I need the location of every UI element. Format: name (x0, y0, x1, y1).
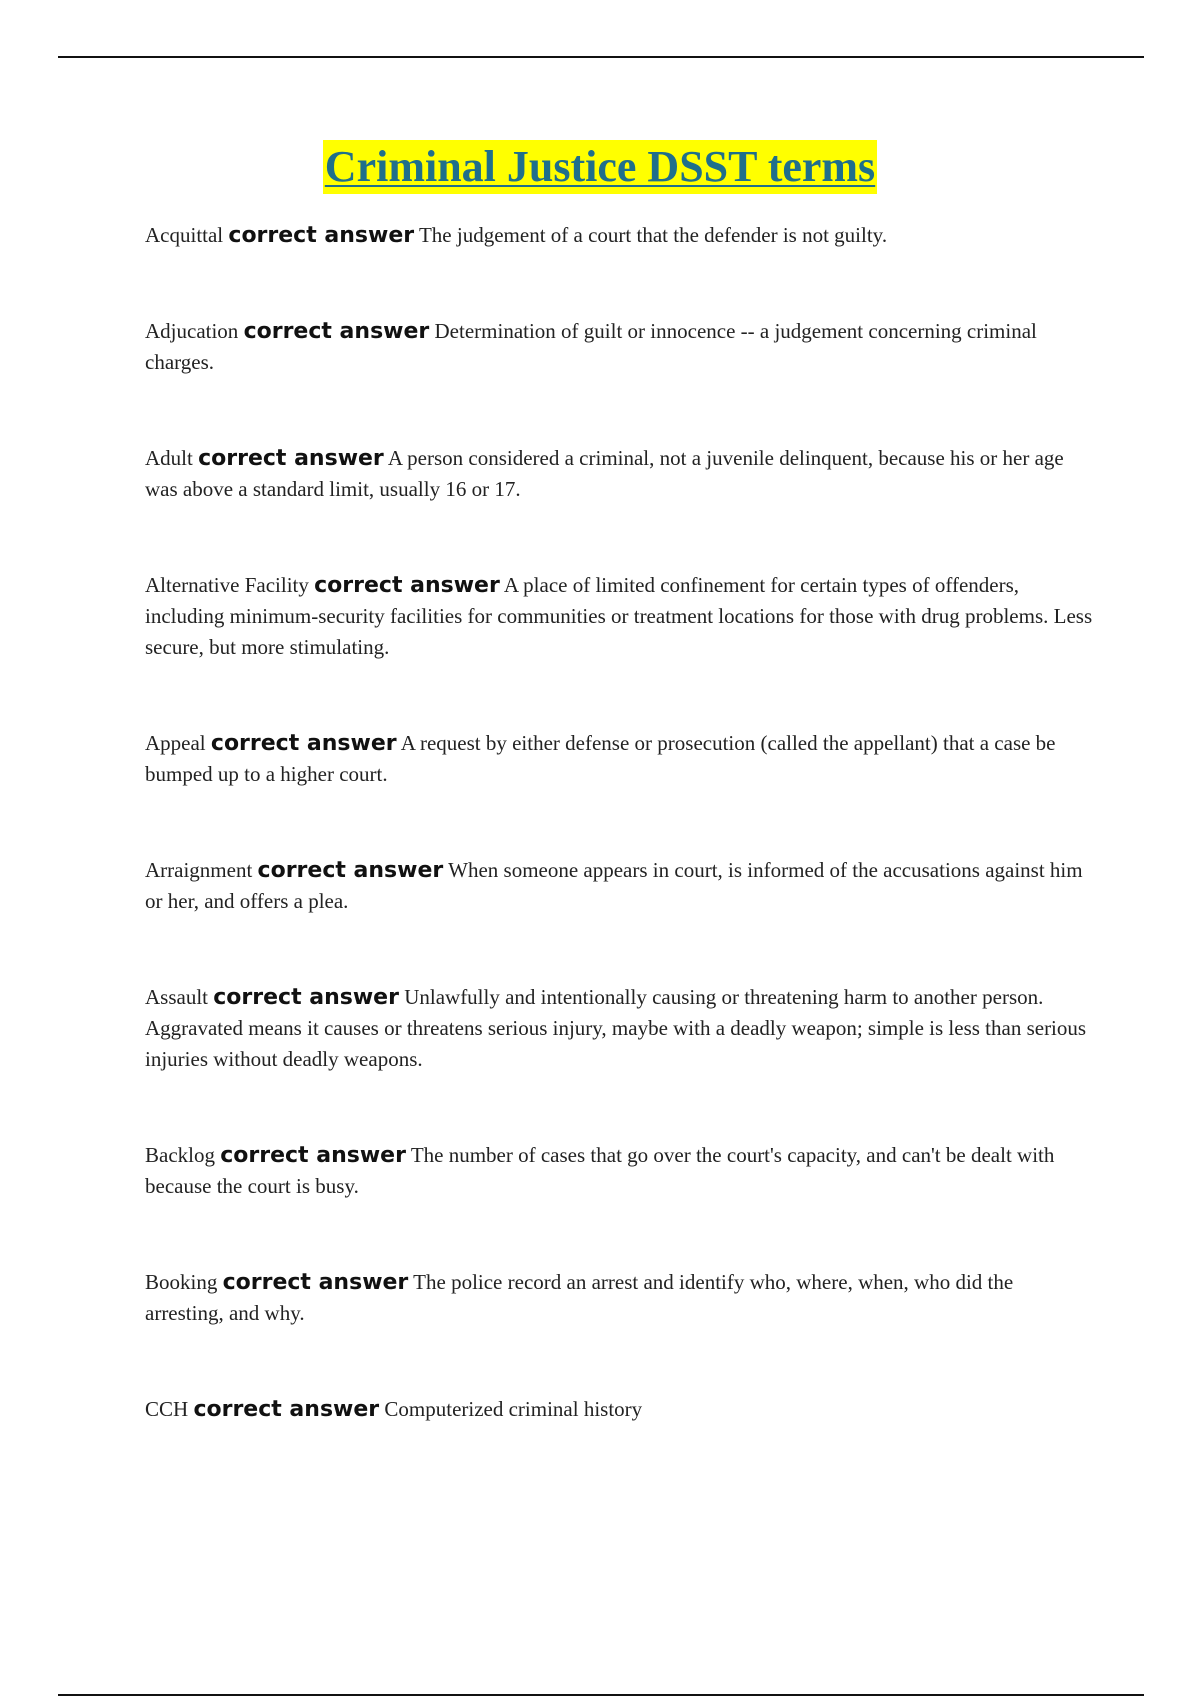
term-entry (145, 855, 1095, 917)
term-entry (145, 982, 1095, 1075)
answer-label: correct answer (257, 858, 444, 883)
term-entry (145, 443, 1095, 505)
answer-label: correct answer (243, 319, 430, 344)
term-name: Alternative Facility (145, 573, 309, 597)
term-name: Adjucation (145, 319, 239, 343)
answer-label: correct answer (213, 985, 399, 1010)
answer-label: correct answer (220, 1143, 406, 1168)
term-name: Backlog (145, 1143, 215, 1167)
term-entry (145, 728, 1095, 790)
term-name: Appeal (145, 731, 206, 755)
term-definition: A person considered a criminal, not a juvenile delinquent, because his or her age was above a standard limit, usually 16 or 17. (145, 446, 1064, 501)
answer-label: correct answer (222, 1270, 409, 1295)
term-entry (145, 1140, 1095, 1202)
term-definition: Determination of guilt or innocence -- a judgement concerning criminal charges. (145, 319, 1037, 374)
answer-label: correct answer (228, 223, 415, 248)
term-name: Booking (145, 1270, 218, 1294)
terms-list (145, 220, 1095, 1425)
term-name: CCH (145, 1397, 189, 1421)
term-definition: The police record an arrest and identify who, where, when, who did the arresting, and why. (145, 1270, 1014, 1325)
term-entry (145, 220, 1095, 251)
term-entry (145, 1394, 1095, 1425)
term-name: Adult (145, 446, 193, 470)
term-name: Arraignment (145, 858, 253, 882)
document-title: Criminal Justice DSST terms (323, 140, 877, 194)
term-definition: Computerized criminal history (384, 1397, 643, 1421)
bottom-rule (58, 1694, 1144, 1696)
answer-label: correct answer (210, 731, 397, 756)
term-definition: A place of limited confinement for certain types of offenders, including minimum-security facilities for communities or treatment locations for those with drug problems. Less secure, but more stimulating. (145, 573, 1093, 659)
term-definition: The number of cases that go over the court's capacity, and can't be dealt with because the court is busy. (145, 1143, 1055, 1198)
term-definition: A request by either defense or prosecution (called the appellant) that a case be bumped up to a higher court. (145, 731, 1056, 786)
term-entry (145, 1267, 1095, 1329)
term-entry (145, 570, 1095, 663)
term-name: Assault (145, 985, 208, 1009)
term-name: Acquittal (145, 223, 224, 247)
term-entry (145, 316, 1095, 378)
answer-label: correct answer (314, 573, 500, 598)
top-rule (58, 56, 1144, 58)
answer-label: correct answer (198, 446, 384, 471)
term-definition: The judgement of a court that the defender is not guilty. (418, 223, 888, 247)
term-definition: Unlawfully and intentionally causing or threatening harm to another person. Aggravated means it causes or threatens serious injury, maybe with a deadly weapon; simple is less than serious injuries without deadly weapons. (145, 985, 1087, 1071)
term-definition: When someone appears in court, is informed of the accusations against him or her, and offers a plea. (145, 858, 1083, 913)
title-container (0, 140, 1200, 194)
answer-label: correct answer (193, 1397, 380, 1422)
